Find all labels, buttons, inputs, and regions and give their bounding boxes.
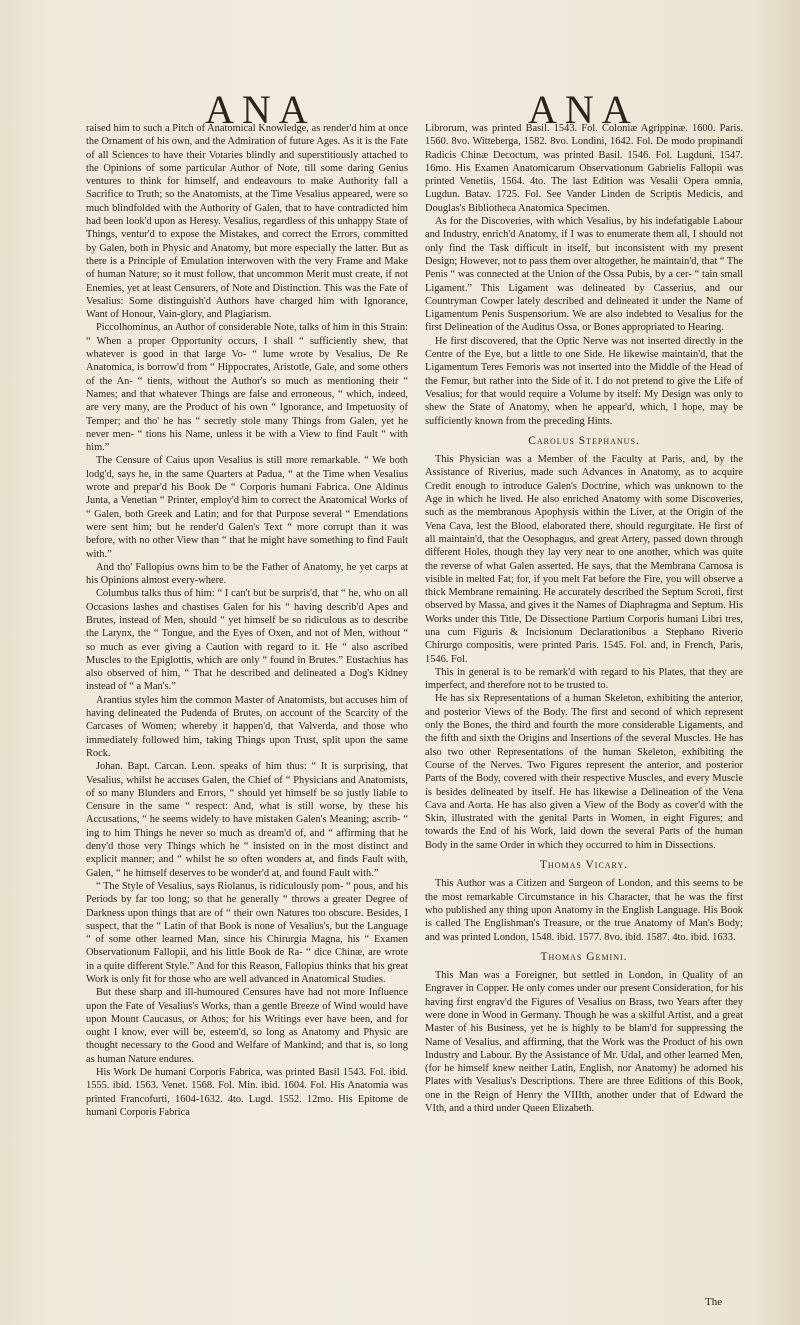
paragraph: And tho' Fallopius owns him to be the Father of Anatomy, he yet carps at his Opinions almost every-where. [86, 561, 408, 587]
paragraph: He first discovered, that the Optic Nerve was not inserted directly in the Centre of the Eye, but a little to one Side. He likewise maintain'd, that the Ligamentum Teres Femoris was not inserted into the Middle of the Head of the Femur, but rather into the Side of it. I do not pretend to give the Life of Vesalius; for that would require a Volume by itself: My Design was only to shew the State of Anatomy, when he appear'd, which, I hope, may be sufficiently known from the preceding Hints. [425, 335, 743, 427]
section-heading: Carolus Stephanus. [528, 434, 640, 447]
section-heading: Thomas Gemini. [540, 950, 628, 963]
paragraph: This in general is to be remark'd with regard to his Plates, that they are imperfect, and therefore not to be trusted to. [425, 666, 743, 692]
left-column [86, 122, 408, 1119]
paragraph: This Author was a Citizen and Surgeon of London, and this seems to be the most remarkable Circumstance in his Character, that he was the first who published any thing upon Anatomy in the English Language. His Book is called The Englishman's Treasure, or the true Anatomy of Man's Body; and was printed London, 1548. ibid. 1577. 8vo. ibid. 1587. 4to. ibid. 1633. [425, 878, 743, 943]
paragraph: Arantius styles him the common Master of Anatomists, but accuses him of having delineated the Pudenda of Brutes, on account of the Scarcity of the Carcases of Women; whereby it happen'd, that Valverda, and those who immediately followed him, taking Things upon Trust, split upon the same Rock. [86, 694, 408, 759]
paragraph: As for the Discoveries, with which Vesalius, by his indefatigable Labour and Industry, enrich'd Anatomy, if I was to enumerate them all, I should not only find the Task difficult in itself, but inconsistent with my present Design; However, not to pass them over altogether, he maintain'd, that “ The Penis “ was connected at the Union of the Ossa Pubis, by a cer- “ tain small Ligament.” This Ligament was delineated by Casserius, and our Countryman Cowper lately described and delineated it under the Name of Ligamentum Penis Suspensorium. We are also indebted to Vesalius for the first Delineation of the Auditus Ossa, or Bones appropriated to Hearing. [425, 216, 743, 334]
section-heading: Thomas Vicary. [539, 859, 629, 872]
right-column [425, 122, 743, 1115]
paragraph: This Man was a Foreigner, but settled in London, in Quality of an Engraver in Copper. He only comes under our present Consideration, for his having first engrav'd the Figures of Vesalius on Brass, two Years after they were done in Wood in Germany. Though he was a skilful Artist, and a great Master of his Business, yet he is highly to be blam'd for suppressing the Name of Vesalius, and affirming, that the Work was the Product of his own Industry and Labour. By the Assistance of Mr. Udal, and other learned Men, (for he himself knew neither Latin, English, nor Anatomy) he adorned his Plates with Vesalius's Descriptions. There are three Editions of this Book, one in the Reign of Henry the VIIIth, another under that of Edward the VIth, and a third under Queen Elizabeth. [425, 970, 743, 1115]
paragraph: The Censure of Caius upon Vesalius is still more remarkable. “ We both lodg'd, says he, in the same Quarters at Padua, “ at the Time when Vesalius wrote and prepar'd his Book De “ Corporis humani Fabrica. One Aldinus Junta, a Venetian “ Printer, employ'd him to correct the Anatomical Works of “ Galen, both Greek and Latin; and for that Purpose several “ Emendations were sent him; but he render'd Galen's Text “ more corrupt than it was before, with no other View than “ that he might have something to find Fault with.” [86, 455, 408, 560]
paragraph: raised him to such a Pitch of Anatomical Knowledge, as render'd him at once the Ornament of his own, and the Admiration of future Ages. As it is the Fate of all Sciences to have their Votaries blindly and superstitiously attached to the Opinions of some particular Author of Note, till some daring Genius ventures to think for himself, and endeavours to make Authority fall a Sacrifice to Truth; so the Anatomists, at the Time Vesalius appeared, were so much blindfolded with the Authority of Galen, that to have contradicted him had been look'd upon as Heresy. Vesalius, regardless of this unhappy State of Things, ventur'd to expose the Mistakes, and correct the Errors, committed by Galen, both in Physic and Anatomy, but more especially the latter. But as there is a Principle of Emulation interwoven with the very Frame and Make of human Nature; so it must follow, that uncommon Merit must create, if not Enemies, yet at least Censurers, of Note and Distinction. This was the Fate of Vesalius: Some distinguish'd Authors have charged him with Ignorance, Want of Honour, Vain-glory, and Plagiarism. [86, 123, 408, 321]
paragraph: But these sharp and ill-humoured Censures have had not more Influence upon the Fate of Vesalius's Works, than a gentle Breeze of Wind would have upon Mount Caucasus, or Athos; for his Writings ever have been, and for ought I know, ever will be, esteem'd, so long as Anatomy and Physic are thought necessary to the Good and Welfare of Mankind; and that is, so long as human Nature endures. [86, 987, 408, 1065]
running-head-right: ANA [528, 87, 639, 132]
paragraph: “ The Style of Vesalius, says Riolanus, is ridiculously pom- “ pous, and his Periods by far too long; so that he generally “ throws a greater Degree of Darkness upon things that are of “ their own Natures too obscure. Besides, I suspect, that the “ Latin of that Book is none of Vesalius's, but the Language “ of some other learned Man, since his Chirurgia Magna, his “ Examen Observationum Fallopii, and his little Book de Ra- “ dice Chinæ, are wrote in a quite different Style.” And for this Reason, Fallopius thinks that his great Work is only fit for those who are well advanced in Anatomical Studies. [86, 880, 408, 985]
paragraph: His Work De humani Corporis Fabrica, was printed Basil 1543. Fol. ibid. 1555. ibid. 1563. Venet. 1568. Fol. Min. ibid. 1604. Fol. His Anatomia was printed Francofurti, 1604-1632. 4to. Lugd. 1552. 12mo. His Epitome de humani Corporis Fabrica [86, 1067, 408, 1118]
paragraph: Columbus talks thus of him: “ I can't but be surpris'd, that “ he, who on all Occasions lashes and chastises Galen for his “ having describ'd Apes and Brutes, instead of Men, should “ yet himself be so ridiculous as to describe the Larynx, the “ Tongue, and the Eyes of Oxen, and not of Men, without “ so much as ever giving a Caution with regard to it. He “ also ascribed Muscles to the Epiglottis, which are only “ found in Brutes.” Eustachius has also observed of him, “ That he described and delineated a Dog's Kidney instead of “ a Man's.” [86, 588, 408, 693]
running-head-left: ANA [205, 87, 316, 132]
paragraph: Johan. Bapt. Carcan. Leon. speaks of him thus: “ It is surprising, that Vesalius, whilst he accuses Galen, the Chief of “ Physicians and Anatomists, of so many Blunders and Errors, “ should yet himself be so justly liable to Censure in the same “ respect: And, what is still worse, by these his Accusations, “ he seems widely to have mistaken Galen's Meaning; ascrib- “ ing to him Things he never so much as dream'd of, and “ affirming that he deny'd those very Things which he “ insisted on in the most distinct and explicit manner; and “ whilst he so often wonders at, and finds Fault with, Galen, “ he himself deserves to be wonder'd at, and found Fault with.” [86, 761, 408, 879]
paragraph: This Physician was a Member of the Faculty at Paris, and, by the Assistance of Riverius, made such Advances in Anatomy, as to acquire Credit enough to introduce Galen's Doctrine, which was unknown to the Age in which he lived. He also enriched Anatomy with some Discoveries, such as the membranous Apophysis within the Liver, at the Origin of the Vena Cava, lest the Blood, elaborated there, should regurgitate. He first of all maintain'd, that the Oesophagus, and great Artery, passed down through different Holes, though they lay very near to one another, which was quite the reverse of what Galen asserted. He says, that the Membrana Carnosa is visible in melted Fat; for, if you melt Fat before the Fire, you will observe a thick Membrane remaining. He accurately described the Septum Scroti, first observed by Massa, and gives it the Names of Diaphragma and Septum. His Works under this Title, De Dissectione Partium Corporis humani Libri tres, una cum Figuris & Incisionum Declarationibus a Stephano Riverio Chirurgo compositis, were printed Paris. 1545. Fol. and, in French, Paris, 1546. Fol. [425, 454, 743, 665]
catchword: The [705, 1296, 723, 1308]
paragraph: Librorum, was printed Basil. 1543. Fol. Coloniæ Agrippinæ. 1600. Paris. 1560. 8vo. Witteberga, 1582. 8vo. Londini, 1642. Fol. De modo propinandi Radicis Chinæ Decoctum, was printed Basil. 1546. Fol. Lugduni, 1547. 16mo. His Examen Anatomicarum Observationum Gabrielis Fallopii was printed Venetiis, 1564. 4to. The last Edition was Vesalii Opera omnia, Lugdun. Batav. 1725. Fol. See Vander Linden de Scriptis Medicis, and Douglas's Bibliotheca Anatomica Specimen. [425, 123, 743, 214]
paragraph: Piccolhominus, an Author of considerable Note, talks of him in this Strain: “ When a proper Opportunity occurs, I shall “ sufficiently shew, that whatever is good in that large Vo- “ lume wrote by Vesalius, De Re Anatomica, is borrow'd from “ Hippocrates, Aristotle, Gale, and some others of the An- “ tients, without the Author's so much as mentioning their “ Names; and that whatever Things are false and erroneous, “ which, indeed, are very many, are the Product of his own “ Ignorance, and Impetuosity of Temper; and tho' he has “ secretly stole many Things from Galen, yet he never men- “ tions his Name, unless it be with a View to find Fault “ with him.” [86, 322, 408, 454]
paragraph: He has six Representations of a human Skeleton, exhibiting the anterior, and posterior Views of the Body. The first and second of which represent only the Bones, the third and fourth the more considerable Ligaments, and the fifth and sixth the Origins and Insertions of the several Muscles. He has also two other Representations of the human Skeleton, exhibiting the Course of the Nerves. Two Figures represent the anterior, and posterior Parts of the Body, covered with their respective Muscles, and every Muscle is besides delineated by itself. He has likewise a Delineation of the Vena Cava and Aorta. He has also given a View of the Body as cover'd with the Skin, illustrated with the genital Parts in Women, in eight Figures; and towards the End of his Work, laid down the several Parts of the human Body in the same Order in which they occurred to him in Dissections. [425, 693, 743, 851]
